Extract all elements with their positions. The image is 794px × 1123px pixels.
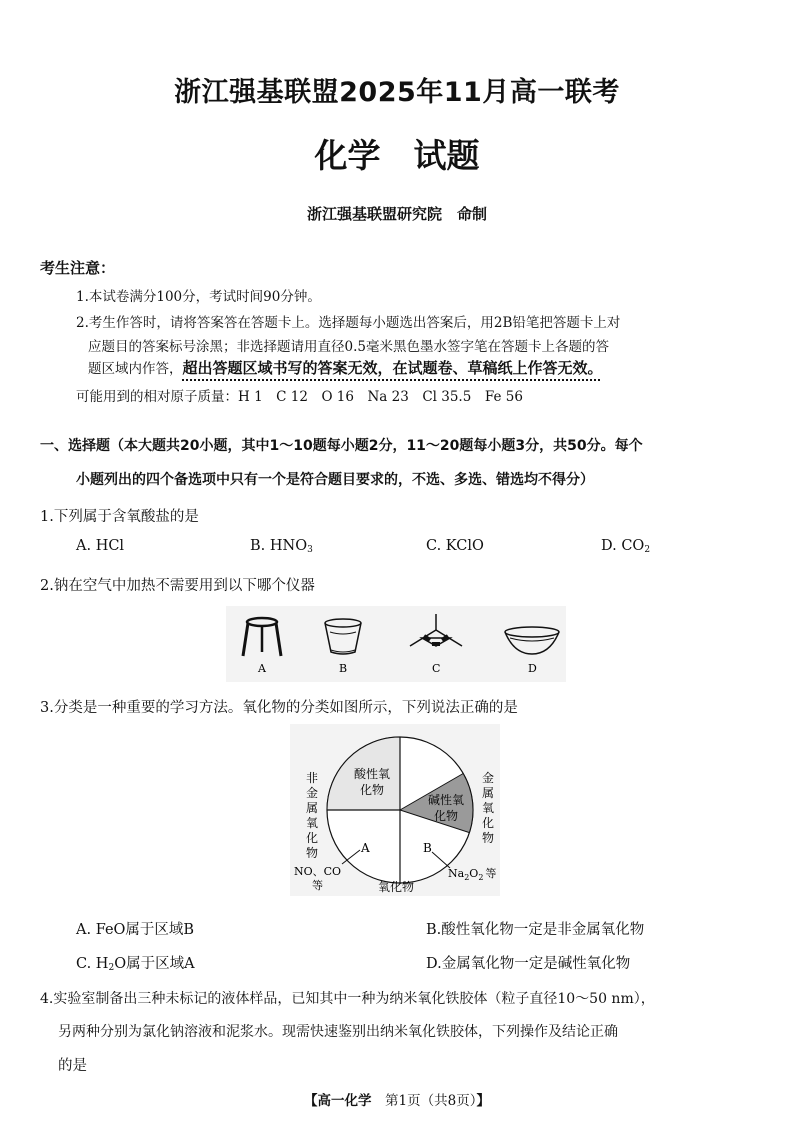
metal-oxide-label: [482, 770, 494, 845]
nonmetal-char-4: 氧: [306, 816, 319, 830]
footer-right: 】: [476, 1093, 490, 1109]
region-a-label: A: [361, 841, 370, 855]
acidic-label-line-1: 酸性氧: [354, 767, 391, 781]
no-co-label: NO、CO: [294, 865, 342, 878]
apparatus-label-c: C: [432, 662, 441, 675]
basic-label-line-1: 碱性氧: [428, 793, 465, 807]
q1-option-d-text: D. CO: [601, 538, 645, 554]
acidic-label-line-2: 化物: [360, 783, 385, 797]
metal-char-5: 物: [482, 831, 495, 845]
notice-item-2-line-3-prefix: 题区域内作答，: [88, 361, 183, 377]
q1-option-b-subscript: 3: [307, 545, 313, 555]
q3-option-c-suffix: O属于区域A: [114, 956, 195, 972]
deng-right-label: 等: [485, 867, 497, 880]
q4-stem-line-1: 4.实验室制备出三种未标记的液体样品，已知其中一种为纳米氧化铁胶体（粒子直径10～50 nm），: [40, 991, 655, 1007]
q1-option-d: [601, 538, 650, 555]
maker-line: 浙江强基联盟研究院 命制: [306, 205, 487, 223]
apparatus-figure-background: [226, 606, 566, 682]
basic-label-line-2: 化物: [434, 809, 459, 823]
na2o2-sub-2: 2: [478, 873, 484, 882]
oxide-classification-diagram: [290, 724, 500, 896]
page-footer: [0, 1089, 794, 1109]
footer-left: 【高一化学: [304, 1093, 372, 1109]
subject-title: 化学 试题: [314, 136, 480, 175]
nonmetal-char-1: 非: [306, 771, 319, 785]
q3-stem: 3.分类是一种重要的学习方法。氧化物的分类如图所示，下列说法正确的是: [40, 700, 518, 716]
q1-stem: 1.下列属于含氧酸盐的是: [40, 509, 199, 525]
deng-left-label: 等: [312, 879, 323, 892]
q3-option-d: D.金属氧化物一定是碱性氧化物: [426, 956, 631, 972]
q3-option-c-subscript: 2: [108, 963, 115, 973]
notice-item-1: 1.本试卷满分100分，考试时间90分钟。: [76, 289, 321, 305]
q1-option-b: [250, 538, 313, 555]
metal-char-4: 化: [482, 816, 495, 830]
q2-stem: 2.钠在空气中加热不需要用到以下哪个仪器: [40, 578, 315, 594]
q3-option-b: B.酸性氧化物一定是非金属氧化物: [426, 922, 645, 938]
na2o2-o: O: [469, 867, 479, 880]
q1-option-b-text: B. HNO: [250, 538, 308, 554]
q4-stem-line-2: 另两种分别为氯化钠溶液和泥浆水。现需快速鉴别出纳米氧化铁胶体，下列操作及结论正确: [58, 1024, 618, 1040]
notice-heading: 考生注意：: [40, 259, 116, 277]
na2o2-sub-1: 2: [464, 873, 470, 882]
section-1-header-line-1: 一、选择题（本大题共20小题，其中1～10题每小题2分，11～20题每小题3分，共50分。每个: [40, 438, 643, 454]
q1-option-a: A. HCl: [76, 538, 125, 554]
q4-stem-line-3: 的是: [58, 1058, 87, 1074]
atomic-masses: 可能用到的相对原子质量：H 1 C 12 O 16 Na 23 Cl 35.5 Fe 56: [76, 389, 523, 405]
nonmetal-char-3: 属: [306, 801, 319, 815]
apparatus-label-d: D: [528, 662, 537, 675]
metal-char-2: 属: [482, 786, 495, 800]
metal-char-3: 氧: [482, 801, 495, 815]
nonmetal-char-2: 金: [306, 786, 319, 800]
apparatus-label-b: B: [339, 662, 348, 675]
nonmetal-char-6: 物: [306, 846, 319, 860]
nonmetal-char-5: 化: [306, 831, 319, 845]
q1-option-d-subscript: 2: [644, 545, 651, 555]
q3-option-c-prefix: C. H: [76, 956, 109, 972]
q2-apparatus-figure: [226, 606, 566, 682]
q3-option-c: [76, 952, 195, 973]
notice-item-2-line-2: 应题目的答案标号涂黑；非选择题请用直径0.5毫米黑色墨水签字笔在答题卡上各题的答: [88, 339, 609, 355]
q3-option-a: A. FeO属于区域B: [76, 922, 195, 938]
notice-emphasis: 超出答题区域书写的答案无效，在试题卷、草稿纸上作答无效。: [182, 359, 603, 377]
region-b-label: B: [423, 841, 432, 855]
notice-item-2-line-3: [88, 357, 603, 378]
q1-option-c: C. KClO: [426, 538, 484, 554]
exam-title: 浙江强基联盟2025年11月高一联考: [174, 77, 620, 108]
metal-char-1: 金: [482, 771, 495, 785]
na2o2-label: [448, 867, 496, 882]
apparatus-label-a: A: [258, 662, 266, 675]
na2o2-na: Na: [448, 867, 465, 880]
footer-page-number: 第1页（共8页）: [385, 1093, 477, 1109]
notice-item-2-line-1: 2.考生作答时，请将答案答在答题卡上。选择题每小题选出答案后，用2B铅笔把答题卡上对: [76, 315, 621, 331]
oxide-bottom-label: 氧化物: [378, 880, 415, 894]
section-1-header-line-2: 小题列出的四个备选项中只有一个是符合题目要求的，不选、多选、错选均不得分）: [76, 472, 594, 488]
